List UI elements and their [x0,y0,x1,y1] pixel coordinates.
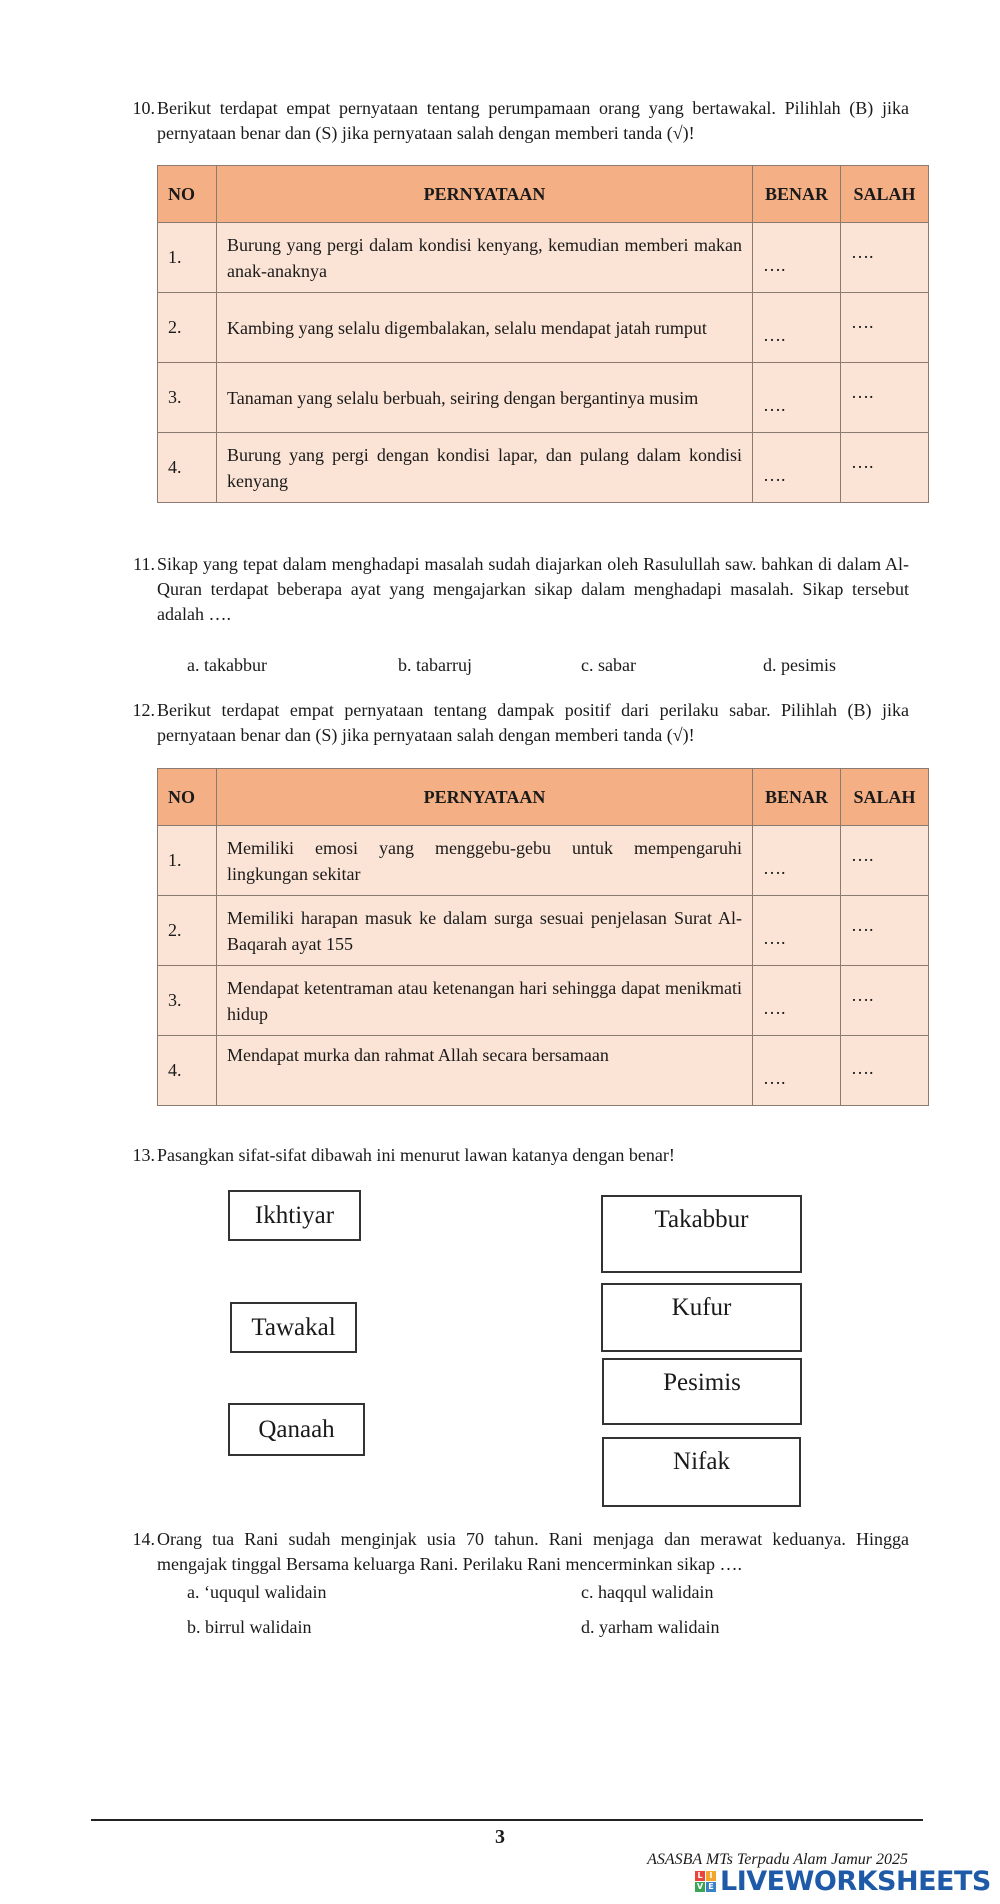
salah-blank[interactable]: …. [851,985,874,1005]
salah-blank[interactable]: …. [851,242,874,262]
row-statement: Memiliki harapan masuk ke dalam surga sesuai penjelasan Surat Al-Baqarah ayat 155 [217,896,753,966]
row-number: 1. [158,826,217,896]
benar-cell[interactable] [753,363,841,433]
header-benar: BENAR [753,166,841,223]
q11-option-d[interactable]: d. pesimis [763,655,837,675]
table-row [158,826,929,896]
benar-cell[interactable] [753,293,841,363]
salah-blank[interactable]: …. [851,1058,874,1078]
salah-blank[interactable]: …. [851,915,874,935]
brand-text: LIVEWORKSHEETS [720,1865,991,1897]
row-statement: Burung yang pergi dalam kondisi kenyang, kemudian memberi makan anak-anaknya [217,223,753,293]
row-number: 4. [158,1036,217,1106]
q14-option-d[interactable]: d. yarham walidain [581,1617,720,1637]
benar-cell[interactable] [753,826,841,896]
q13-text: Pasangkan sifat-sifat dibawah ini menurut lawan katanya dengan benar! [157,1145,675,1165]
table-row [158,223,929,293]
q14-number: 14. [132,1529,155,1549]
salah-cell[interactable] [841,433,929,503]
q11-option-a[interactable]: a. takabbur [187,655,267,675]
row-number: 1. [158,223,217,293]
salah-blank[interactable]: …. [851,845,874,865]
benar-cell[interactable] [753,433,841,503]
table-row [158,433,929,503]
benar-blank[interactable]: …. [763,325,786,345]
match-right-item[interactable]: Pesimis [602,1358,802,1425]
salah-blank[interactable]: …. [851,312,874,332]
logo-letter: E [706,1882,716,1892]
benar-blank[interactable]: …. [763,858,786,878]
row-number: 2. [158,293,217,363]
table-row [158,896,929,966]
salah-cell[interactable] [841,293,929,363]
match-left-item[interactable]: Qanaah [228,1403,365,1456]
logo-letter: I [706,1871,716,1881]
q10-text: Berikut terdapat empat pernyataan tentang perumpamaan orang yang bertawakal. Pilihlah (B) jika pernyataan benar dan (S) jika pernyataan salah dengan memberi tanda (√)! [157,98,909,143]
benar-blank[interactable]: …. [763,998,786,1018]
header-no: NO [158,769,217,826]
row-number: 3. [158,363,217,433]
footer-divider [91,1819,923,1821]
benar-cell[interactable] [753,896,841,966]
row-statement: Mendapat murka dan rahmat Allah secara bersamaan [217,1036,753,1106]
q14-text: Orang tua Rani sudah menginjak usia 70 tahun. Rani menjaga dan merawat keduanya. Hingga mengajak tinggal Bersama keluarga Rani. Perilaku Rani mencerminkan sikap …. [157,1529,909,1574]
row-statement: Mendapat ketentraman atau ketenangan hari sehingga dapat menikmati hidup [217,966,753,1036]
benar-cell[interactable] [753,966,841,1036]
row-statement: Tanaman yang selalu berbuah, seiring dengan bergantinya musim [217,363,753,433]
table-row [158,966,929,1036]
q13-number: 13. [132,1145,155,1165]
row-statement: Kambing yang selalu digembalakan, selalu mendapat jatah rumput [217,293,753,363]
liveworksheets-logo-icon [695,1871,716,1892]
salah-cell[interactable] [841,826,929,896]
benar-blank[interactable]: …. [763,1068,786,1088]
benar-blank[interactable]: …. [763,255,786,275]
row-number: 4. [158,433,217,503]
q12-number: 12. [132,700,155,720]
table-row [158,293,929,363]
row-number: 2. [158,896,217,966]
q12-text: Berikut terdapat empat pernyataan tentang dampak positif dari perilaku sabar. Pilihlah (B) jika pernyataan benar dan (S) jika pernyataan salah dengan memberi tanda (√)! [157,700,909,745]
match-left-item[interactable]: Ikhtiyar [228,1190,361,1241]
salah-cell[interactable] [841,363,929,433]
q12-table [157,768,929,1106]
header-statement: PERNYATAAN [217,769,753,826]
salah-cell[interactable] [841,896,929,966]
match-right-item[interactable]: Nifak [602,1437,801,1507]
table-header-row [158,166,929,223]
q14-option-a[interactable]: a. ‘uququl walidain [187,1582,327,1602]
benar-cell[interactable] [753,1036,841,1106]
match-right-item[interactable]: Takabbur [601,1195,802,1273]
q10-number: 10. [132,98,155,118]
table-row [158,1036,929,1106]
header-salah: SALAH [841,166,929,223]
match-left-item[interactable]: Tawakal [230,1302,357,1353]
salah-cell[interactable] [841,966,929,1036]
school-name: ASASBA MTs Terpadu Alam Jamur 2025 [647,1851,908,1868]
q11-option-c[interactable]: c. sabar [581,655,636,675]
q14-option-c[interactable]: c. haqqul walidain [581,1582,714,1602]
liveworksheets-brand [695,1866,991,1896]
q11-option-b[interactable]: b. tabarruj [398,655,472,675]
page-number: 3 [495,1826,505,1848]
salah-blank[interactable]: …. [851,452,874,472]
match-right-item[interactable]: Kufur [601,1283,802,1352]
logo-letter: V [696,1881,704,1891]
row-statement: Memiliki emosi yang menggebu-gebu untuk mempengaruhi lingkungan sekitar [217,826,753,896]
benar-blank[interactable]: …. [763,395,786,415]
salah-cell[interactable] [841,1036,929,1106]
table-row [158,363,929,433]
benar-cell[interactable] [753,223,841,293]
header-statement: PERNYATAAN [217,166,753,223]
header-salah: SALAH [841,769,929,826]
q11-text: Sikap yang tepat dalam menghadapi masalah sudah diajarkan oleh Rasulullah saw. bahkan di dalam Al-Quran terdapat beberapa ayat yang mengajarkan sikap dalam menghadapi masalah. Sikap tersebut adalah …. [157,554,909,624]
row-statement: Burung yang pergi dengan kondisi lapar, dan pulang dalam kondisi kenyang [217,433,753,503]
row-number: 3. [158,966,217,1036]
benar-blank[interactable]: …. [763,928,786,948]
salah-cell[interactable] [841,223,929,293]
logo-letter: L [695,1871,705,1881]
q10-table [157,165,929,503]
benar-blank[interactable]: …. [763,465,786,485]
header-benar: BENAR [753,769,841,826]
table-header-row [158,769,929,826]
q14-option-b[interactable]: b. birrul walidain [187,1617,312,1637]
q11-number: 11. [133,554,155,574]
header-no: NO [158,166,217,223]
salah-blank[interactable]: …. [851,382,874,402]
